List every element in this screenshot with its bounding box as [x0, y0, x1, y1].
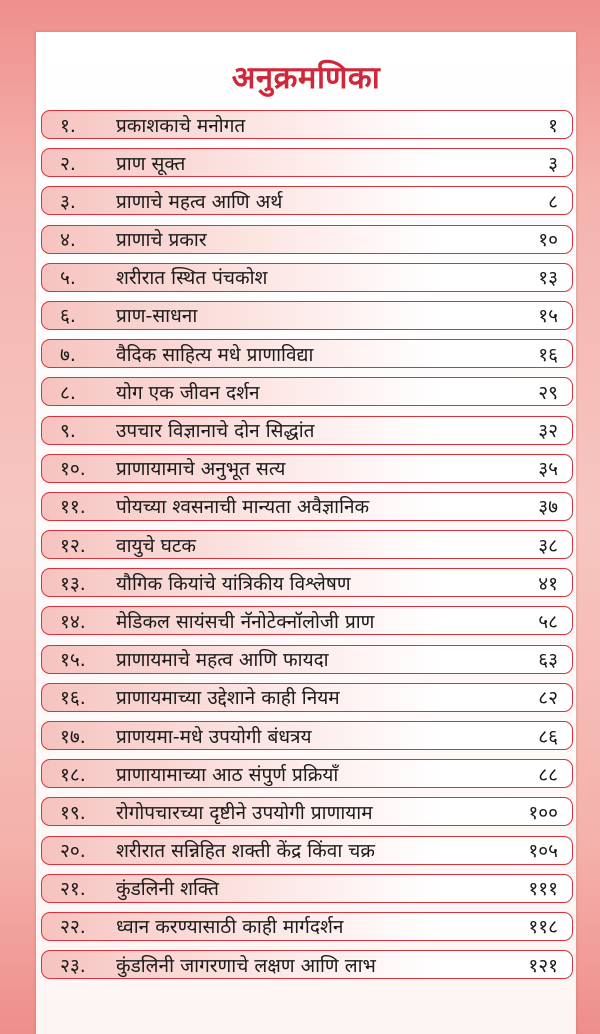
entry-number: १२.	[60, 534, 86, 557]
toc-entry-20[interactable]	[41, 836, 573, 865]
toc-entry-4[interactable]	[41, 225, 573, 254]
entry-number: ४.	[60, 229, 76, 252]
entry-number: ३.	[60, 190, 76, 213]
toc-entry-16[interactable]	[41, 683, 573, 712]
entry-title: प्राणायामाचे अनुभूत सत्य	[116, 458, 286, 481]
entry-title: रोगोपचारच्या दृष्टीने उपयोगी प्राणायाम	[116, 801, 373, 824]
page-title: अनुक्रमणिका	[231, 60, 381, 96]
toc-entry-23[interactable]	[41, 950, 573, 979]
entry-number: ११.	[60, 496, 86, 519]
entry-title: ध्वान करण्यासाठी काही मार्गदर्शन	[116, 916, 344, 939]
entry-page: ५८	[538, 610, 558, 633]
entry-number: ६.	[60, 305, 76, 328]
toc-entry-13[interactable]	[41, 568, 573, 597]
entry-title: प्राणयमा-मधे उपयोगी बंधत्रय	[116, 725, 312, 748]
entry-title: पोयच्या श्वसनाची मान्यता अवैज्ञानिक	[116, 496, 370, 519]
entry-number: १८.	[60, 763, 86, 786]
entry-page: १६	[538, 343, 558, 366]
entry-number: २.	[60, 152, 76, 175]
entry-number: २२.	[60, 916, 86, 939]
entry-title: मेडिकल सायंसची नॅनोटेक्नॉलोजी प्राण	[116, 610, 375, 633]
toc-entry-2[interactable]	[41, 148, 573, 177]
entry-title: प्रकाशकाचे मनोगत	[116, 114, 246, 137]
entry-number: २१.	[60, 878, 86, 901]
toc-entry-1[interactable]	[41, 110, 573, 139]
entry-number: ८.	[60, 381, 76, 404]
entry-title: शरीरात स्थित पंचकोश	[116, 267, 268, 290]
entry-number: ५.	[60, 267, 76, 290]
entry-title: कुंडलिनी जागरणाचे लक्षण आणि लाभ	[116, 954, 376, 977]
toc-entry-17[interactable]	[41, 721, 573, 750]
toc-page	[36, 32, 576, 1034]
toc-entry-15[interactable]	[41, 645, 573, 674]
entry-page: ११८	[528, 916, 558, 939]
entry-title: प्राणायमाचे महत्व आणि फायदा	[116, 649, 329, 672]
toc-entry-3[interactable]	[41, 186, 573, 215]
entry-number: १९.	[60, 801, 86, 824]
entry-title: प्राणायामाच्या आठ संपुर्ण प्रक्रियाँ	[116, 763, 339, 786]
toc-entry-6[interactable]	[41, 301, 573, 330]
toc-entry-9[interactable]	[41, 416, 573, 445]
toc-entry-22[interactable]	[41, 912, 573, 941]
entry-page: ६३	[538, 649, 558, 672]
toc-entry-18[interactable]	[41, 759, 573, 788]
entry-page: १०	[538, 229, 558, 252]
entry-title: कुंडलिनी शक्ति	[116, 878, 219, 901]
entry-title: प्राणाचे महत्व आणि अर्थ	[116, 190, 283, 213]
entry-number: १५.	[60, 649, 86, 672]
toc-entry-7[interactable]	[41, 339, 573, 368]
entry-page: १००	[528, 801, 558, 824]
entry-number: २०.	[60, 840, 86, 863]
toc-entry-12[interactable]	[41, 530, 573, 559]
entry-page: ८६	[538, 725, 558, 748]
entry-page: ८२	[538, 687, 558, 710]
entry-page: ३५	[538, 458, 558, 481]
entry-page: १०५	[528, 840, 558, 863]
entry-number: १४.	[60, 610, 86, 633]
entry-page: ३८	[538, 534, 558, 557]
toc-entry-10[interactable]	[41, 454, 573, 483]
entry-title: प्राण-साधना	[116, 305, 198, 328]
entry-title: योग एक जीवन दर्शन	[116, 381, 260, 404]
entry-title: उपचार विज्ञानाचे दोन सिद्धांत	[116, 420, 315, 442]
entry-number: २३.	[60, 954, 86, 977]
entry-page: १३	[538, 267, 558, 290]
entry-page: ८	[548, 190, 558, 213]
entry-number: १७.	[60, 725, 86, 748]
entry-page: ३७	[538, 496, 558, 519]
entry-title: प्राण सूक्त	[116, 152, 186, 175]
entry-title: वायुचे घटक	[116, 534, 197, 557]
entry-number: १३.	[60, 572, 86, 595]
entry-page: २९	[538, 381, 558, 404]
entry-title: शरीरात सन्निहित शक्ती केंद्र किंवा चक्र	[116, 840, 375, 863]
entry-page: १५	[538, 305, 558, 328]
toc-entry-11[interactable]	[41, 492, 573, 521]
toc-list	[41, 110, 573, 988]
entry-page: ३२	[538, 420, 558, 442]
entry-title: प्राणायमाच्या उद्देशाने काही नियम	[116, 687, 340, 710]
toc-entry-5[interactable]	[41, 263, 573, 292]
entry-page: ८८	[538, 763, 558, 786]
entry-number: १०.	[60, 458, 86, 481]
entry-page: १११	[528, 878, 558, 901]
entry-number: ९.	[60, 420, 76, 442]
entry-title: यौगिक कियांचे यांत्रिकीय विश्लेषण	[116, 572, 351, 595]
entry-page: १२१	[528, 954, 558, 977]
toc-entry-21[interactable]	[41, 874, 573, 903]
entry-title: वैदिक साहित्य मधे प्राणाविद्या	[116, 343, 314, 366]
entry-page: १	[548, 114, 558, 137]
entry-number: १.	[60, 114, 76, 137]
entry-number: ७.	[60, 343, 76, 366]
entry-number: १६.	[60, 687, 86, 710]
entry-page: ३	[548, 152, 558, 175]
toc-entry-19[interactable]	[41, 797, 573, 826]
toc-entry-14[interactable]	[41, 606, 573, 635]
toc-entry-8[interactable]	[41, 377, 573, 406]
entry-page: ४१	[538, 572, 558, 595]
entry-title: प्राणाचे प्रकार	[116, 229, 207, 252]
